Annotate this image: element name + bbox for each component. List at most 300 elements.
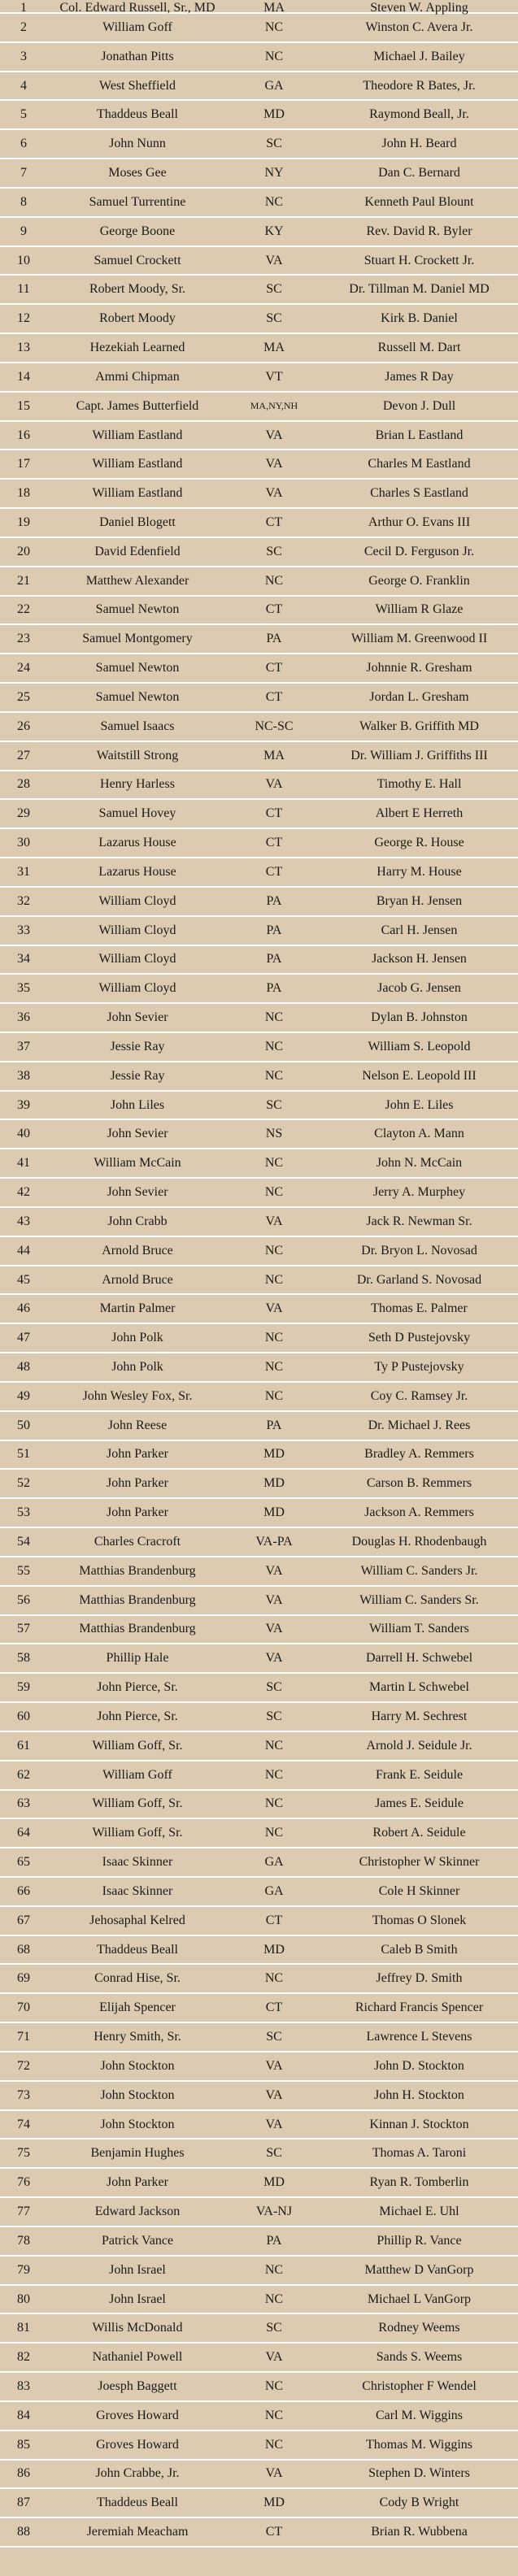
table-row <box>0 276 518 305</box>
row-number: 18 <box>17 486 30 501</box>
member-name: Dr. Tillman M. Daniel MD <box>349 282 490 297</box>
state-code: PA <box>266 632 282 646</box>
member-name: Thomas O Slonek <box>372 1913 467 1927</box>
member-name: Walker B. Griffith MD <box>359 719 479 733</box>
member-name: William T. Sanders <box>369 1622 469 1636</box>
patriot-name: William Cloyd <box>98 981 176 996</box>
row-number: 33 <box>17 923 30 937</box>
patriot-name: Matthias Brandenburg <box>79 1622 196 1636</box>
state-code: SC <box>266 2146 282 2161</box>
table-row <box>0 858 518 888</box>
table-row <box>0 2461 518 2490</box>
member-name: Thomas M. Wiggins <box>365 2437 473 2452</box>
table-row <box>0 450 518 480</box>
state-code: VA <box>265 777 283 792</box>
member-name: Bryan H. Jensen <box>376 893 463 908</box>
member-name: Caleb B Smith <box>381 1942 458 1957</box>
patriot-name: Samuel Hovey <box>98 806 176 821</box>
member-name: Theodore R Bates, Jr. <box>363 78 476 93</box>
patriot-name: Lazarus House <box>98 864 176 879</box>
member-name: Kinnan J. Stockton <box>369 2117 469 2131</box>
patriot-name: Waitstill Strong <box>96 748 179 762</box>
patriot-name: John Wesley Fox, Sr. <box>82 1388 193 1403</box>
patriot-name: Thaddeus Beall <box>97 1942 178 1957</box>
patriot-name: Willis McDonald <box>92 2321 183 2335</box>
row-number: 62 <box>17 1767 30 1782</box>
table-row <box>0 1587 518 1616</box>
state-code: CT <box>265 2525 283 2539</box>
member-name: Jacob G. Jensen <box>377 981 461 996</box>
state-code: MD <box>263 1476 285 1491</box>
table-row <box>0 1965 518 1994</box>
state-code: GA <box>264 1883 284 1898</box>
member-name: Kirk B. Daniel <box>381 311 458 326</box>
state-code: VA <box>265 2117 283 2131</box>
table-row <box>0 1528 518 1557</box>
row-number: 30 <box>17 836 30 850</box>
table-row <box>0 800 518 829</box>
patriot-name: John Parker <box>107 1476 168 1491</box>
row-number: 58 <box>17 1651 30 1666</box>
state-code: NC <box>264 2291 284 2306</box>
state-code: NC <box>264 573 284 588</box>
state-code: NC <box>264 1767 284 1782</box>
patriot-name: Matthias Brandenburg <box>79 1592 196 1607</box>
table-row <box>0 2227 518 2257</box>
row-number: 60 <box>17 1709 30 1723</box>
patriot-name: John Reese <box>107 1418 168 1432</box>
state-code: VA <box>265 1214 283 1228</box>
member-name: Douglas H. Rhodenbaugh <box>351 1534 487 1549</box>
member-name: Cole H Skinner <box>378 1883 460 1898</box>
row-number: 27 <box>17 748 30 762</box>
table-row <box>0 1412 518 1441</box>
table-row <box>0 2431 518 2461</box>
member-name: Michael E. Uhl <box>379 2205 459 2219</box>
member-name: John E. Liles <box>385 1097 454 1112</box>
state-code: NC <box>264 2262 284 2277</box>
member-name: James R Day <box>385 369 454 384</box>
patriot-name: George Boone <box>99 224 176 238</box>
patriot-name: John Sevier <box>107 1010 168 1025</box>
row-number: 87 <box>17 2496 30 2510</box>
row-number: 81 <box>17 2321 30 2335</box>
state-code: SC <box>266 1097 282 1112</box>
table-row <box>0 14 518 43</box>
state-code: CT <box>265 602 283 617</box>
row-number: 29 <box>17 806 30 821</box>
patriot-name: John Pierce, Sr. <box>97 1680 178 1695</box>
patriot-name: Jessie Ray <box>110 1068 165 1083</box>
state-code: MD <box>263 107 285 122</box>
row-number: 69 <box>17 1971 30 1986</box>
state-code: VA-PA <box>255 1534 293 1549</box>
row-number: 56 <box>17 1592 30 1607</box>
row-number: 46 <box>17 1301 30 1316</box>
row-number: 52 <box>17 1476 30 1491</box>
member-name: Rev. David R. Byler <box>366 224 472 238</box>
table-row <box>0 2023 518 2053</box>
row-number: 51 <box>17 1447 30 1462</box>
patriot-name: Thaddeus Beall <box>97 2496 178 2510</box>
row-number: 48 <box>17 1360 30 1374</box>
state-code: NC <box>264 1796 284 1811</box>
row-number: 32 <box>17 893 30 908</box>
patriot-name: John Parker <box>107 1505 168 1520</box>
patriot-name: Samuel Newton <box>95 602 180 617</box>
patriot-name: William Eastland <box>92 428 183 442</box>
state-code: KY <box>264 224 284 238</box>
member-name: Dan C. Bernard <box>378 166 460 180</box>
row-number: 71 <box>17 2030 30 2044</box>
state-code: MA,NY,NH <box>250 400 298 412</box>
patriot-name: Jessie Ray <box>110 1039 165 1053</box>
member-name: Carson B. Remmers <box>366 1476 472 1491</box>
row-number: 21 <box>17 573 30 588</box>
row-number: 26 <box>17 719 30 733</box>
member-name: Michael L VanGorp <box>367 2291 472 2306</box>
patriot-name: John Crabb <box>107 1214 168 1228</box>
state-code: VA <box>265 2350 283 2365</box>
state-code: PA <box>266 2233 282 2248</box>
patriot-name: John Israel <box>109 2262 166 2277</box>
patriot-name: John Stockton <box>100 2058 175 2073</box>
state-code: SC <box>266 282 282 297</box>
row-number: 11 <box>17 282 30 297</box>
row-number: 35 <box>17 981 30 996</box>
row-number: 64 <box>17 1826 30 1840</box>
table-row <box>0 247 518 276</box>
member-name: Coy C. Ramsey Jr. <box>370 1388 468 1403</box>
member-name: Kenneth Paul Blount <box>364 194 474 209</box>
row-number: 54 <box>17 1534 30 1549</box>
state-code: CT <box>265 515 283 529</box>
patriot-name: Jonathan Pitts <box>101 49 174 63</box>
row-number: 10 <box>17 253 30 267</box>
row-number: 74 <box>17 2117 30 2131</box>
state-code: VA <box>265 1592 283 1607</box>
table-row <box>0 771 518 801</box>
row-number: 59 <box>17 1680 30 1695</box>
table-row <box>0 1616 518 1645</box>
state-code: CT <box>265 1913 283 1927</box>
patriot-name: Isaac Skinner <box>102 1883 173 1898</box>
patriot-name: Lazarus House <box>98 836 176 850</box>
member-name: Jackson H. Jensen <box>372 952 467 967</box>
member-name: Richard Francis Spencer <box>355 2000 484 2015</box>
state-code: SC <box>266 2321 282 2335</box>
patriot-name: Moses Gee <box>108 166 167 180</box>
member-name: Clayton A. Mann <box>374 1127 464 1141</box>
table-row <box>0 1062 518 1092</box>
member-name: Thomas E. Palmer <box>371 1301 468 1316</box>
patriot-name: Samuel Isaacs <box>100 719 175 733</box>
patriot-name: William Goff <box>102 20 172 34</box>
patriot-name: William Cloyd <box>98 923 176 937</box>
table-row <box>0 2344 518 2373</box>
table-row <box>0 946 518 975</box>
state-code: VA <box>265 457 283 471</box>
patriot-name: Samuel Montgomery <box>82 632 193 646</box>
member-name: Christopher F Wendel <box>362 2378 477 2393</box>
table-row <box>0 1149 518 1179</box>
patriot-name: Col. Edward Russell, Sr., MD <box>59 1 215 15</box>
state-code: VA <box>265 253 283 267</box>
state-code: VT <box>265 369 283 384</box>
table-row <box>0 1266 518 1296</box>
patriot-name: Daniel Blogett <box>99 515 176 529</box>
patriot-name: Capt. James Butterfield <box>76 398 199 413</box>
patriot-name: John Stockton <box>100 2087 175 2102</box>
patriot-name: Martin Palmer <box>99 1301 176 1316</box>
member-name: William C. Sanders Jr. <box>360 1563 478 1578</box>
state-code: NC <box>264 1971 284 1986</box>
table-row <box>0 1732 518 1761</box>
state-code: NC <box>264 1156 284 1171</box>
row-number: 86 <box>17 2466 30 2481</box>
member-name: Cecil D. Ferguson Jr. <box>363 544 475 558</box>
patriot-name: Charles Cracroft <box>94 1534 181 1549</box>
table-row <box>0 625 518 654</box>
state-code: NC <box>264 194 284 209</box>
patriot-name: Benjamin Hughes <box>90 2146 185 2161</box>
table-row <box>0 189 518 218</box>
table-row <box>0 975 518 1004</box>
table-row <box>0 509 518 538</box>
patriot-name: Conrad Hise, Sr. <box>94 1971 181 1986</box>
row-number: 43 <box>17 1214 30 1228</box>
state-code: NC-SC <box>255 719 294 733</box>
table-row <box>0 597 518 626</box>
patriot-name: Edward Jackson <box>94 2205 181 2219</box>
table-row <box>0 334 518 363</box>
row-number: 41 <box>17 1156 30 1171</box>
state-code: VA <box>265 428 283 442</box>
row-number: 17 <box>17 457 30 471</box>
patriot-name: John Stockton <box>100 2117 175 2131</box>
member-name: Cody B Wright <box>379 2496 459 2510</box>
row-number: 3 <box>20 49 27 63</box>
table-row <box>0 363 518 393</box>
row-number: 9 <box>20 224 27 238</box>
table-row <box>0 2286 518 2315</box>
patriot-name: John Parker <box>107 1447 168 1462</box>
state-code: PA <box>266 923 282 937</box>
state-code: NC <box>264 1360 284 1374</box>
table-row <box>0 422 518 451</box>
member-name: Harry M. Sechrest <box>371 1709 468 1723</box>
member-name: Dr. Michael J. Rees <box>368 1418 471 1432</box>
patriot-name: Nathaniel Powell <box>92 2350 183 2365</box>
state-code: NC <box>264 1010 284 1025</box>
row-number: 73 <box>17 2087 30 2102</box>
state-code: SC <box>266 2030 282 2044</box>
member-name: Sands S. Weems <box>376 2350 463 2365</box>
state-code: VA-NJ <box>255 2205 293 2219</box>
table-row <box>0 2314 518 2344</box>
table-row <box>0 72 518 102</box>
table-row <box>0 742 518 771</box>
member-name: Christopher W Skinner <box>359 1855 480 1870</box>
row-number: 72 <box>17 2058 30 2073</box>
member-name: Thomas A. Taroni <box>372 2146 467 2161</box>
state-code: CT <box>265 2000 283 2015</box>
row-number: 82 <box>17 2350 30 2365</box>
member-name: Darrell H. Schwebel <box>365 1651 473 1666</box>
state-code: MD <box>263 1505 285 1520</box>
state-code: NC <box>264 1826 284 1840</box>
row-number: 85 <box>17 2437 30 2452</box>
patriot-name: Hezekiah Learned <box>89 341 185 355</box>
member-name: Jackson A. Remmers <box>364 1505 474 1520</box>
patriot-name: John Nunn <box>109 137 166 151</box>
table-row <box>0 2489 518 2518</box>
state-code: VA <box>265 2466 283 2481</box>
patriot-name: Robert Moody <box>99 311 176 326</box>
member-name: Charles S Eastland <box>370 486 468 501</box>
member-name: Lawrence L Stevens <box>366 2030 472 2044</box>
state-code: PA <box>266 981 282 996</box>
row-number: 15 <box>17 398 30 413</box>
state-code: NC <box>264 1331 284 1345</box>
state-code: PA <box>266 893 282 908</box>
patriot-name: Robert Moody, Sr. <box>89 282 186 297</box>
patriot-name: David Edenfield <box>94 544 181 558</box>
member-name: William S. Leopold <box>368 1039 471 1053</box>
table-row <box>0 43 518 72</box>
member-name: James E. Seidule <box>375 1796 464 1811</box>
patriot-name: Patrick Vance <box>101 2233 174 2248</box>
patriot-name: John Polk <box>111 1331 163 1345</box>
table-row <box>0 917 518 946</box>
table-row <box>0 1878 518 1907</box>
row-number: 36 <box>17 1010 30 1025</box>
row-number: 45 <box>17 1272 30 1287</box>
patriot-name: William Goff <box>102 1767 172 1782</box>
member-name: George R. House <box>374 836 464 850</box>
table-row <box>0 130 518 159</box>
state-code: PA <box>266 952 282 967</box>
patriot-name: Jeremiah Meacham <box>86 2525 189 2539</box>
row-number: 49 <box>17 1388 30 1403</box>
member-name: John H. Stockton <box>374 2087 464 2102</box>
row-number: 12 <box>17 311 30 326</box>
table-row <box>0 1848 518 1878</box>
state-code: VA <box>265 1563 283 1578</box>
row-number: 40 <box>17 1127 30 1141</box>
state-code: CT <box>265 661 283 675</box>
patriot-name: John Crabbe, Jr. <box>95 2466 180 2481</box>
patriot-name: John Sevier <box>107 1127 168 1141</box>
patriot-name: William Cloyd <box>98 952 176 967</box>
table-row <box>0 2198 518 2227</box>
table-row <box>0 1674 518 1703</box>
member-name: Arthur O. Evans III <box>368 515 471 529</box>
table-row <box>0 1470 518 1499</box>
row-number: 50 <box>17 1418 30 1432</box>
row-number: 77 <box>17 2205 30 2219</box>
row-number: 55 <box>17 1563 30 1578</box>
member-name: Matthew D VanGorp <box>364 2262 474 2277</box>
table-row <box>0 1791 518 1820</box>
state-code: NS <box>265 1127 283 1141</box>
state-code: NC <box>264 2408 284 2422</box>
table-row <box>0 654 518 684</box>
row-number: 44 <box>17 1243 30 1258</box>
state-code: SC <box>266 137 282 151</box>
member-name: Jeffrey D. Smith <box>376 1971 463 1986</box>
table-row <box>0 1557 518 1587</box>
row-number: 78 <box>17 2233 30 2248</box>
row-number: 67 <box>17 1913 30 1927</box>
table-row <box>0 2373 518 2402</box>
patriot-name: William Cloyd <box>98 893 176 908</box>
member-name: Arnold J. Seidule Jr. <box>366 1738 472 1753</box>
state-code: NC <box>264 49 284 63</box>
patriot-name: John Israel <box>109 2291 166 2306</box>
row-number: 5 <box>20 107 27 122</box>
table-row <box>0 829 518 858</box>
state-code: MD <box>263 2175 285 2190</box>
state-code: GA <box>264 78 284 93</box>
state-code: MA <box>263 341 285 355</box>
state-code: VA <box>265 486 283 501</box>
patriot-name: Samuel Newton <box>95 689 180 704</box>
row-number: 22 <box>17 602 30 617</box>
state-code: MD <box>263 1447 285 1462</box>
member-name: Johnnie R. Gresham <box>366 661 472 675</box>
patriot-name: Isaac Skinner <box>102 1855 173 1870</box>
member-name: John H. Beard <box>381 137 457 151</box>
state-code: VA <box>265 2058 283 2073</box>
table-row <box>0 1004 518 1033</box>
table-row <box>0 684 518 713</box>
row-number: 20 <box>17 544 30 558</box>
state-code: VA <box>265 1301 283 1316</box>
state-code: NC <box>264 1272 284 1287</box>
patriot-name: Thaddeus Beall <box>97 107 178 122</box>
table-row <box>0 2053 518 2082</box>
row-number: 13 <box>17 341 30 355</box>
state-code: NC <box>264 1388 284 1403</box>
state-code: GA <box>264 1855 284 1870</box>
member-name: Jack R. Newman Sr. <box>366 1214 472 1228</box>
member-name: William R Glaze <box>375 602 464 617</box>
patriot-name: William McCain <box>94 1156 181 1171</box>
member-name: Stephen D. Winters <box>368 2466 470 2481</box>
member-name: Devon J. Dull <box>382 398 456 413</box>
table-row <box>0 1208 518 1237</box>
row-number: 83 <box>17 2378 30 2393</box>
table-row <box>0 101 518 130</box>
table-row <box>0 1179 518 1208</box>
state-code: SC <box>266 544 282 558</box>
patriot-name: Groves Howard <box>96 2437 179 2452</box>
row-number: 68 <box>17 1942 30 1957</box>
state-code: NC <box>264 1243 284 1258</box>
table-row <box>0 1936 518 1966</box>
member-name: Jordan L. Gresham <box>369 689 469 704</box>
row-number: 16 <box>17 428 30 442</box>
state-code: SC <box>266 311 282 326</box>
table-row <box>0 2111 518 2140</box>
member-name: Brian R. Wubbena <box>371 2525 468 2539</box>
member-name: Ty P Pustejovsky <box>374 1360 464 1374</box>
patriot-name: William Goff, Sr. <box>92 1826 183 1840</box>
member-name: Albert E Herreth <box>375 806 464 821</box>
member-name: Jerry A. Murphey <box>372 1185 466 1200</box>
table-row <box>0 888 518 917</box>
